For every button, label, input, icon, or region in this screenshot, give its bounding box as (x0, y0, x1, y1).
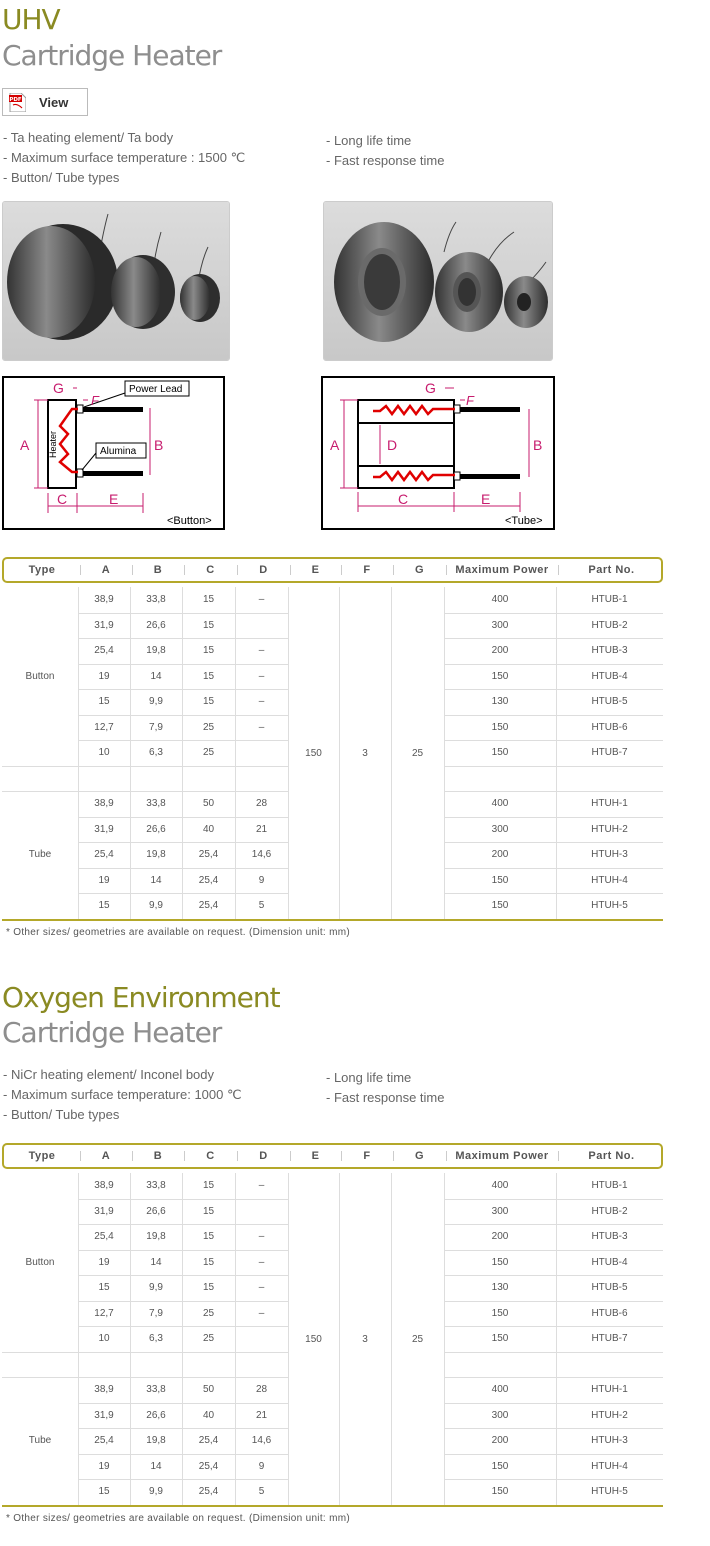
header-separator (290, 565, 291, 575)
group-divider (2, 1352, 78, 1353)
table-cell: 25,4 (198, 1435, 219, 1446)
table-cell: 25 (202, 747, 215, 758)
header-separator (184, 565, 185, 575)
table-cell: 33,8 (146, 1180, 166, 1191)
table-cell: 15 (202, 671, 215, 682)
section1-title-line2: Cartridge Heater (2, 39, 222, 72)
dimension-note: * Other sizes/ geometries are available on request. (Dimension unit: mm) (6, 927, 350, 938)
table-cell: 7,9 (149, 722, 163, 733)
table-cell: 300 (491, 1410, 509, 1421)
table-cell: 19 (98, 671, 110, 682)
table-cell: 15 (98, 1282, 110, 1293)
tube-dimension-diagram (321, 376, 555, 530)
dimension-note: * Other sizes/ geometries are available on request. (Dimension unit: mm) (6, 1513, 350, 1524)
table-cell: 10 (98, 1333, 110, 1344)
feature-item: - Ta heating element/ Ta body (3, 130, 174, 145)
header-separator (184, 1151, 185, 1161)
table-cell: 15 (202, 1257, 215, 1268)
header-separator (237, 1151, 238, 1161)
table-cell: 25,4 (198, 1461, 219, 1472)
row-divider (78, 1352, 288, 1353)
svg-text:A: A (20, 437, 30, 453)
table-cell: – (258, 671, 265, 682)
table-cell: 25,4 (198, 900, 219, 911)
table-cell: 150 (491, 671, 509, 682)
spec-table-oxygen (0, 1143, 710, 1528)
table-cell: 25,4 (94, 1435, 114, 1446)
table-cell: 50 (202, 1384, 215, 1395)
table-cell: 9,9 (149, 696, 163, 707)
table-cell: 19,8 (146, 1435, 166, 1446)
table-cell: 150 (491, 1257, 509, 1268)
feature-item: - Button/ Tube types (3, 170, 120, 185)
svg-text:G: G (53, 380, 64, 396)
table-cell: 19,8 (146, 645, 166, 656)
table-cell: HTUB-3 (591, 1231, 628, 1242)
table-cell: 400 (491, 1180, 509, 1191)
table-cell: 150 (491, 1333, 509, 1344)
table-cell: – (258, 696, 265, 707)
table-cell: HTUH-4 (591, 1461, 628, 1472)
tube-heater-photo (323, 201, 553, 361)
header-separator (341, 565, 342, 575)
table-cell: – (258, 1257, 265, 1268)
table-cell: 400 (491, 1384, 509, 1395)
table-cell: Button (25, 671, 55, 682)
table-cell: 9 (258, 875, 265, 886)
table-cell: HTUH-3 (591, 849, 628, 860)
table-cell: 15 (202, 1231, 215, 1242)
table-cell: 33,8 (146, 798, 166, 809)
column-header: D (259, 1150, 268, 1162)
table-cell (235, 1326, 288, 1351)
table-cell: 19 (98, 1461, 110, 1472)
table-cell: 26,6 (146, 824, 166, 835)
table-cell: 3 (362, 748, 368, 759)
table-cell (235, 1199, 288, 1224)
table-cell: HTUH-1 (591, 798, 628, 809)
table-bottom-border (2, 1505, 663, 1507)
table-cell: 28 (255, 798, 268, 809)
table-cell: 130 (491, 1282, 509, 1293)
table-cell: – (258, 722, 265, 733)
table-cell: HTUB-4 (591, 1257, 628, 1268)
table-cell: 15 (202, 620, 215, 631)
table-cell: HTUH-2 (591, 1410, 628, 1421)
svg-text:F: F (466, 393, 474, 408)
table-cell: 31,9 (94, 824, 114, 835)
table-cell: – (258, 645, 265, 656)
table-cell: 7,9 (149, 1308, 163, 1319)
table-cell: 15 (202, 696, 215, 707)
table-cell: 40 (202, 1410, 215, 1421)
table-cell: 150 (491, 900, 509, 911)
table-cell: 40 (202, 824, 215, 835)
feature-item: - Fast response time (326, 153, 445, 168)
table-cell: 9,9 (149, 1282, 163, 1293)
svg-text:<Button>: <Button> (167, 515, 212, 527)
table-cell: 19 (98, 875, 110, 886)
table-cell: 200 (491, 849, 509, 860)
table-cell: 200 (491, 1435, 509, 1446)
table-cell: 26,6 (146, 1410, 166, 1421)
table-cell: HTUH-4 (591, 875, 628, 886)
table-cell: HTUH-3 (591, 1435, 628, 1446)
button-dimension-diagram (2, 376, 225, 530)
section2-title-line1: Oxygen Environment (2, 981, 280, 1014)
table-cell: 25 (202, 1333, 215, 1344)
header-separator (558, 1151, 559, 1161)
table-cell: HTUB-2 (591, 1206, 628, 1217)
table-cell: 15 (98, 696, 110, 707)
table-bottom-border (2, 919, 663, 921)
column-header: Part No. (588, 1150, 635, 1162)
table-cell: HTUH-5 (591, 900, 628, 911)
header-separator (393, 565, 394, 575)
section2-title-line2: Cartridge Heater (2, 1016, 222, 1049)
column-header: G (414, 564, 425, 576)
table-cell: 50 (202, 798, 215, 809)
table-cell: 3 (362, 1334, 368, 1345)
column-header: E (311, 1150, 320, 1162)
table-cell: 14 (150, 1461, 162, 1472)
table-header (2, 1143, 663, 1169)
table-cell (235, 740, 288, 765)
table-cell: 38,9 (94, 798, 114, 809)
section2-features-right (326, 1068, 445, 1108)
feature-item: - Maximum surface temperature : 1500 ℃ (3, 150, 246, 165)
table-cell: 31,9 (94, 1206, 114, 1217)
table-cell: 31,9 (94, 620, 114, 631)
table-cell: 21 (255, 1410, 268, 1421)
section1-title-line1: UHV (2, 3, 60, 36)
table-cell: – (258, 1180, 265, 1191)
svg-text:B: B (533, 437, 543, 453)
table-cell: 19 (98, 1257, 110, 1268)
spec-table-uhv (0, 557, 710, 942)
table-cell: HTUB-3 (591, 645, 628, 656)
header-separator (237, 565, 238, 575)
svg-text:E: E (481, 491, 491, 507)
column-header: A (101, 564, 111, 576)
table-cell: HTUB-5 (591, 696, 628, 707)
table-cell: 300 (491, 1206, 509, 1217)
table-cell: 26,6 (146, 620, 166, 631)
table-cell: 6,3 (149, 747, 163, 758)
feature-item: - Fast response time (326, 1090, 445, 1105)
table-cell: 25 (202, 722, 215, 733)
svg-text:E: E (109, 491, 119, 507)
header-separator (393, 1151, 394, 1161)
table-cell: HTUB-1 (591, 1180, 628, 1191)
table-cell: 200 (491, 645, 509, 656)
table-cell: 25 (411, 1334, 424, 1345)
table-cell: 9 (258, 1461, 265, 1472)
table-cell: 33,8 (146, 1384, 166, 1395)
table-cell: 5 (258, 1486, 265, 1497)
table-cell (235, 613, 288, 638)
svg-text:A: A (330, 437, 340, 453)
table-cell: Tube (28, 849, 52, 860)
section1-features-left (3, 128, 245, 188)
table-cell: 200 (491, 1231, 509, 1242)
table-cell: – (258, 594, 265, 605)
table-cell: 12,7 (94, 1308, 114, 1319)
table-cell: 15 (98, 900, 110, 911)
table-cell: 5 (258, 900, 265, 911)
table-cell: 15 (202, 645, 215, 656)
table-header (2, 557, 663, 583)
table-cell: HTUB-7 (591, 747, 628, 758)
column-header: G (414, 1150, 425, 1162)
table-cell: 15 (202, 1206, 215, 1217)
header-separator (132, 1151, 133, 1161)
table-cell: HTUB-2 (591, 620, 628, 631)
table-cell: 14 (150, 671, 162, 682)
column-header: Maximum Power (455, 564, 549, 576)
table-cell: 31,9 (94, 1410, 114, 1421)
table-cell: HTUB-6 (591, 722, 628, 733)
table-cell: 15 (202, 594, 215, 605)
table-cell: HTUH-1 (591, 1384, 628, 1395)
table-cell: 400 (491, 798, 509, 809)
table-cell: 14 (150, 1257, 162, 1268)
table-cell: – (258, 1282, 265, 1293)
column-header: Part No. (588, 564, 635, 576)
table-cell: 150 (305, 1334, 322, 1345)
table-cell: 26,6 (146, 1206, 166, 1217)
table-cell: 25 (202, 1308, 215, 1319)
table-cell: 6,3 (149, 1333, 163, 1344)
column-header: B (153, 564, 163, 576)
svg-text:Heater: Heater (48, 430, 58, 458)
svg-text:B: B (154, 437, 164, 453)
table-cell: 25 (411, 748, 424, 759)
table-cell: 300 (491, 824, 509, 835)
table-cell: 21 (255, 824, 268, 835)
table-cell: 19,8 (146, 1231, 166, 1242)
header-separator (80, 1151, 81, 1161)
header-separator (290, 1151, 291, 1161)
table-cell: 25,4 (198, 849, 219, 860)
header-separator (446, 1151, 447, 1161)
row-divider (78, 766, 288, 767)
table-cell: 38,9 (94, 594, 114, 605)
table-cell: 14,6 (251, 1435, 272, 1446)
table-cell: 12,7 (94, 722, 114, 733)
table-cell: HTUH-5 (591, 1486, 628, 1497)
svg-text:Power Lead: Power Lead (129, 384, 183, 395)
column-header: B (153, 1150, 163, 1162)
button-heater-photo (2, 201, 230, 361)
table-cell: – (258, 1308, 265, 1319)
svg-text:C: C (57, 491, 68, 507)
view-label: View (39, 95, 69, 110)
feature-item: - NiCr heating element/ Inconel body (3, 1067, 215, 1082)
column-header: C (206, 564, 215, 576)
table-cell: 150 (491, 1308, 509, 1319)
column-header: D (259, 564, 268, 576)
section1-features-right (326, 131, 445, 171)
feature-item: - Maximum surface temperature: 1000 ℃ (3, 1087, 242, 1102)
table-cell: 15 (202, 1180, 215, 1191)
svg-text:<Tube>: <Tube> (505, 515, 543, 527)
header-separator (80, 565, 81, 575)
table-cell: HTUH-2 (591, 824, 628, 835)
column-header: Type (28, 1150, 56, 1162)
svg-text:D: D (387, 437, 398, 453)
table-cell: 10 (98, 747, 110, 758)
table-cell: HTUB-7 (591, 1333, 628, 1344)
table-cell: 150 (491, 722, 509, 733)
column-header: F (363, 1150, 371, 1162)
table-cell: Tube (28, 1435, 52, 1446)
table-cell: HTUB-5 (591, 1282, 628, 1293)
row-divider (444, 1352, 663, 1353)
table-cell: 300 (491, 620, 509, 631)
svg-text:PDF: PDF (9, 97, 22, 103)
table-cell: 38,9 (94, 1180, 114, 1191)
table-cell: 15 (202, 1282, 215, 1293)
view-pdf-button[interactable] (2, 88, 88, 116)
table-cell: 19,8 (146, 849, 166, 860)
table-cell: HTUB-4 (591, 671, 628, 682)
table-cell: 14 (150, 875, 162, 886)
header-separator (558, 565, 559, 575)
pdf-icon (9, 93, 26, 112)
column-header: Type (28, 564, 56, 576)
column-header: E (311, 564, 320, 576)
table-cell: 150 (305, 748, 322, 759)
table-cell: 9,9 (149, 1486, 163, 1497)
table-cell: 25,4 (94, 849, 114, 860)
table-cell: HTUB-1 (591, 594, 628, 605)
column-header: F (363, 564, 371, 576)
table-cell: 150 (491, 1486, 509, 1497)
table-cell: 9,9 (149, 900, 163, 911)
section2-features-left (3, 1065, 242, 1125)
group-divider (2, 766, 78, 767)
svg-text:C: C (398, 491, 409, 507)
table-cell: 150 (491, 1461, 509, 1472)
table-cell: 15 (98, 1486, 110, 1497)
column-header: Maximum Power (455, 1150, 549, 1162)
table-cell: 25,4 (94, 1231, 114, 1242)
svg-text:G: G (425, 380, 436, 396)
column-header: C (206, 1150, 215, 1162)
table-cell: 25,4 (198, 875, 219, 886)
header-separator (132, 565, 133, 575)
svg-text:Alumina: Alumina (100, 446, 137, 457)
table-cell: 150 (491, 875, 509, 886)
svg-text:F: F (91, 393, 99, 408)
table-cell: – (258, 1231, 265, 1242)
table-cell: 25,4 (94, 645, 114, 656)
feature-item: - Button/ Tube types (3, 1107, 120, 1122)
table-cell: 150 (491, 747, 509, 758)
table-cell: HTUB-6 (591, 1308, 628, 1319)
table-cell: Button (25, 1257, 55, 1268)
feature-item: - Long life time (326, 133, 412, 148)
header-separator (446, 565, 447, 575)
row-divider (444, 766, 663, 767)
table-cell: 38,9 (94, 1384, 114, 1395)
column-header: A (101, 1150, 111, 1162)
table-cell: 14,6 (251, 849, 272, 860)
table-cell: 28 (255, 1384, 268, 1395)
table-cell: 400 (491, 594, 509, 605)
table-cell: 33,8 (146, 594, 166, 605)
table-cell: 25,4 (198, 1486, 219, 1497)
header-separator (341, 1151, 342, 1161)
feature-item: - Long life time (326, 1070, 412, 1085)
table-cell: 130 (491, 696, 509, 707)
